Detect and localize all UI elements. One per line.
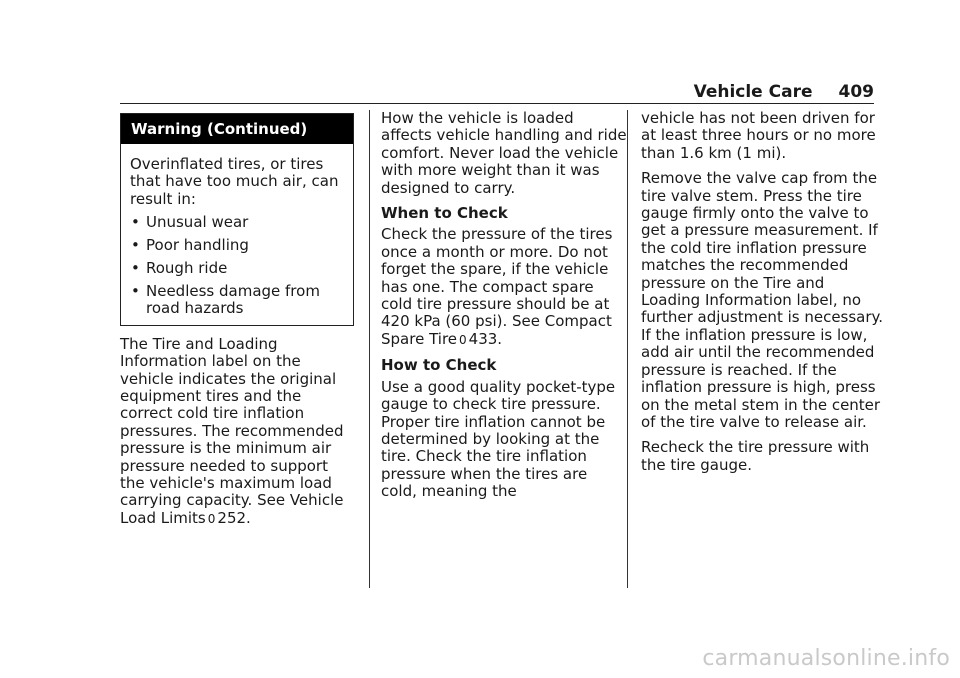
column-divider [369,110,370,588]
paragraph: How the vehicle is loaded affects vehicle handling and ride comfort. Never load the vehicle with more weight than it was designed to carry. [381,109,627,197]
paragraph: Use a good quality pocket-type gauge to check tire pressure. Proper tire inflation cannot be determined by looking at the tire. Check the tire inflation pressure when the tires are cold, meaning the [381,377,616,501]
column-3 [641,110,887,482]
paragraph: Recheck the tire pressure with the tire gauge. [641,438,870,474]
page-ref-arrow-icon: 0 [207,511,216,526]
warning-item: • Poor handling [130,237,344,254]
page-ref[interactable]: 433. [468,329,503,348]
page-header [120,82,874,102]
warning-item: • Unusual wear [130,214,344,231]
warning-box [120,113,354,326]
paragraph: vehicle has not been driven for at least three hours or no more than 1.6 km (1 mi). [641,109,876,162]
section-heading: How to Check [381,356,497,375]
warning-title: Warning (Continued) [121,114,353,144]
warning-item: • Needless damage from road hazards [130,283,344,318]
page-ref-arrow-icon: 0 [459,332,467,347]
section-heading: When to Check [381,204,508,223]
paragraph: Remove the valve cap from the tire valve stem. Press the tire gauge firmly onto the valve to get a pressure measurement. If the cold tire inflation pressure matches the recommended pressure on the Tire and Loading Information label, no further adjustment is necessary. If the inflation pressure is low, add air until the recommended pressure is reached. If the inflation pressure is high, press on the metal stem in the center of the tire valve to release air. [641,169,884,431]
watermark: carmanualsonline.info [702,646,950,671]
section-title: Vehicle Care [693,82,813,102]
column-1 [120,113,354,536]
warning-intro: Overinflated tires, or tires that have too much air, can result in: [130,155,339,208]
paragraph: The Tire and Loading Information label on the vehicle indicates the original equipment tires and the correct cold tire inflation pressures. The recommended pressure is the minimum air pressure needed to support the vehicle's maximum load carrying capacity. See Vehicle Load Limits 0 252. [120,334,344,527]
paragraph: Check the pressure of the tires once a month or more. Do not forget the spare, if the vehicle has one. The compact spare cold tire pressure should be at 420 kPa (60 psi). See Compact Spare Tire 0 433. [381,225,613,348]
header-divider [120,103,874,104]
warning-item: • Rough ride [130,260,344,277]
warning-list [130,214,344,318]
page-number: 409 [838,82,874,102]
page-ref[interactable]: 252. [217,508,251,527]
column-divider [627,110,628,588]
warning-body [121,144,353,325]
column-2 [381,110,627,509]
